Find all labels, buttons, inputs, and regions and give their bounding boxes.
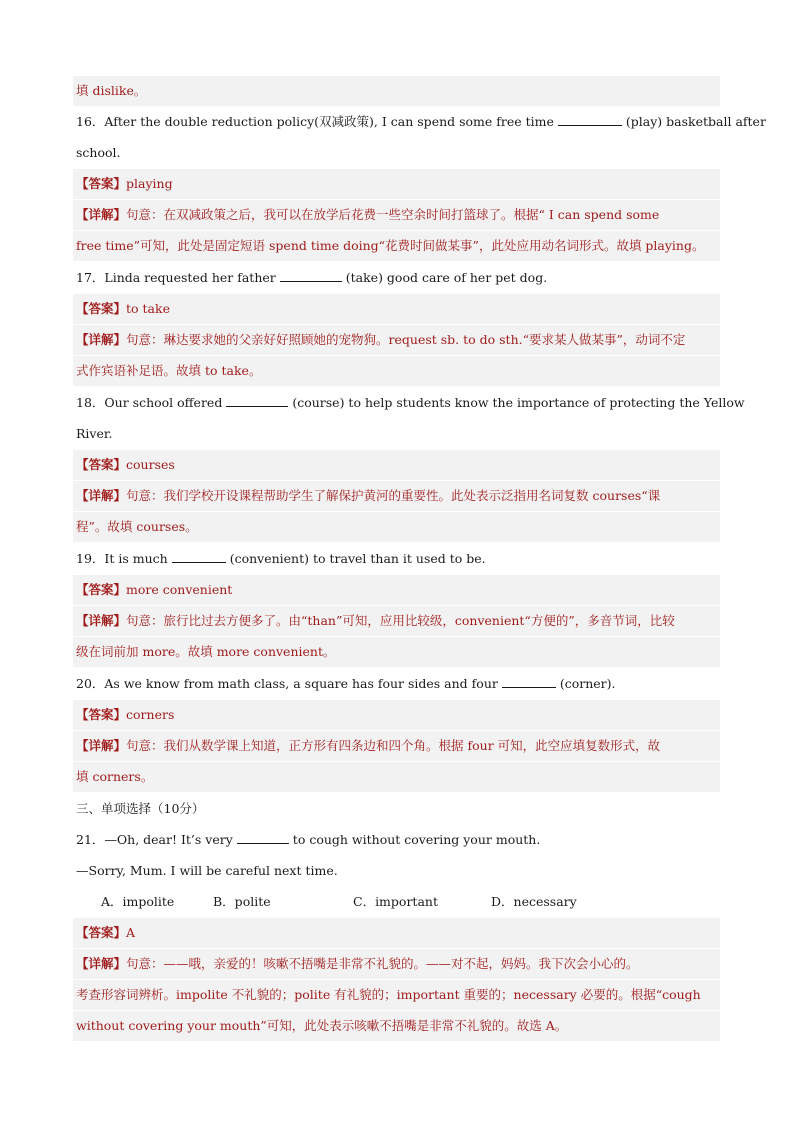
answer-line — [73, 918, 720, 948]
detail-text: without covering your mouth”可知，此处表示咳嗽不捂嘴是非常不礼貌的。故选 A。 — [76, 1018, 568, 1033]
question-18-line — [73, 419, 720, 449]
question-text: (convenient) to travel than it used to be. — [229, 551, 486, 566]
question-text: 16．After the double reduction policy(双减政策), I can spend some free time — [76, 114, 554, 129]
question-16-line — [73, 107, 766, 137]
option-c: C．important — [353, 894, 438, 909]
detail-text: 句意：琳达要求她的父亲好好照顾她的宠物狗。request sb. to do sth.“要求某人做某事”，动词不定 — [126, 332, 686, 347]
question-text: school. — [76, 145, 121, 160]
question-text: 20．As we know from math class, a square has four sides and four — [76, 676, 498, 691]
answer-label: 【答案】 — [76, 707, 127, 722]
answer-value: corners — [126, 707, 175, 722]
answer-line — [73, 700, 720, 730]
detail-text: 式作宾语补足语。故填 to take。 — [76, 363, 262, 378]
detail-text: 填 corners。 — [76, 769, 154, 784]
answer-value: playing — [126, 176, 173, 191]
detail-label: 【详解】 — [76, 738, 127, 753]
detail-line — [73, 325, 720, 355]
section-title: 三、单项选择（10分） — [76, 801, 205, 816]
detail-text: 句意：在双减政策之后，我可以在放学后花费一些空余时间打篮球了。根据“ I can spend some — [126, 207, 660, 222]
question-21-line — [73, 856, 720, 886]
question-text: (take) good care of her pet dog. — [345, 270, 548, 285]
answer-blank — [558, 113, 622, 126]
option-b: B．polite — [213, 894, 271, 909]
detail-line — [73, 731, 720, 761]
detail-text: 程”。故填 courses。 — [76, 519, 198, 534]
detail-text: 句意：旅行比过去方便多了。由“than”可知，应用比较级，convenient“方便的”，多音节词，比较 — [126, 613, 675, 628]
answer-line — [73, 294, 720, 324]
detail-label: 【详解】 — [76, 488, 127, 503]
detail-text: 填 dislike。 — [76, 83, 147, 98]
question-text: (play) basketball after — [625, 114, 766, 129]
section-heading — [73, 794, 720, 824]
detail-line — [73, 762, 720, 792]
question-16-line — [73, 138, 720, 168]
detail-text: free time”可知，此处是固定短语 spend time doing“花费时间做某事”，此处应用动名词形式。故填 playing。 — [76, 238, 705, 253]
question-17-line — [73, 263, 720, 293]
question-text: to cough without covering your mouth. — [292, 832, 541, 847]
answer-label: 【答案】 — [76, 457, 127, 472]
answer-value: courses — [126, 457, 175, 472]
answer-value: A — [126, 925, 136, 940]
detail-text: 句意：我们学校开设课程帮助学生了解保护黄河的重要性。此处表示泛指用名词复数 courses“课 — [126, 488, 661, 503]
question-text: —Sorry, Mum. I will be careful next time. — [76, 863, 338, 878]
answer-value: to take — [126, 301, 170, 316]
answer-line — [73, 575, 720, 605]
option-d: D．necessary — [491, 894, 577, 909]
detail-text: 句意：我们从数学课上知道，正方形有四条边和四个角。根据 four 可知，此空应填复数形式，故 — [126, 738, 661, 753]
answer-label: 【答案】 — [76, 925, 127, 940]
detail-line — [73, 949, 720, 979]
detail-line — [73, 76, 720, 106]
question-text: (course) to help students know the importance of protecting the Yellow — [292, 395, 745, 410]
detail-line — [73, 356, 720, 386]
answer-label: 【答案】 — [76, 582, 127, 597]
detail-line — [73, 231, 720, 261]
question-18-line — [73, 388, 745, 418]
answer-blank — [280, 269, 342, 282]
answer-line — [73, 450, 720, 480]
question-20-line — [73, 669, 720, 699]
question-text: (corner). — [559, 676, 616, 691]
answer-line — [73, 169, 720, 199]
question-text: 18．Our school offered — [76, 395, 223, 410]
detail-line — [73, 637, 720, 667]
question-19-line — [73, 544, 720, 574]
answer-label: 【答案】 — [76, 301, 127, 316]
detail-text: 考查形容词辨析。impolite 不礼貌的；polite 有礼貌的；important 重要的；necessary 必要的。根据“cough — [76, 987, 701, 1002]
question-text: River. — [76, 426, 113, 441]
detail-label: 【详解】 — [76, 207, 127, 222]
question-text: 21．—Oh, dear! It’s very — [76, 832, 233, 847]
answer-blank — [226, 394, 288, 407]
detail-line — [73, 200, 720, 230]
detail-line — [73, 512, 720, 542]
detail-label: 【详解】 — [76, 332, 127, 347]
detail-line — [73, 1011, 720, 1041]
option-a: A．impolite — [101, 894, 175, 909]
detail-text: 句意：——哦，亲爱的！咳嗽不捂嘴是非常不礼貌的。——对不起，妈妈。我下次会小心的。 — [126, 956, 639, 971]
answer-blank — [172, 550, 226, 563]
question-text: 17．Linda requested her father — [76, 270, 276, 285]
question-21-line — [73, 825, 720, 855]
detail-line — [73, 980, 720, 1010]
detail-label: 【详解】 — [76, 613, 127, 628]
question-text: 19．It is much — [76, 551, 168, 566]
answer-label: 【答案】 — [76, 176, 127, 191]
answer-blank — [237, 831, 289, 844]
answer-blank — [502, 675, 556, 688]
answer-value: more convenient — [126, 582, 233, 597]
detail-line — [73, 606, 720, 636]
detail-text: 级在词前加 more。故填 more convenient。 — [76, 644, 336, 659]
detail-label: 【详解】 — [76, 956, 127, 971]
options-line — [73, 887, 720, 917]
detail-line — [73, 481, 720, 511]
